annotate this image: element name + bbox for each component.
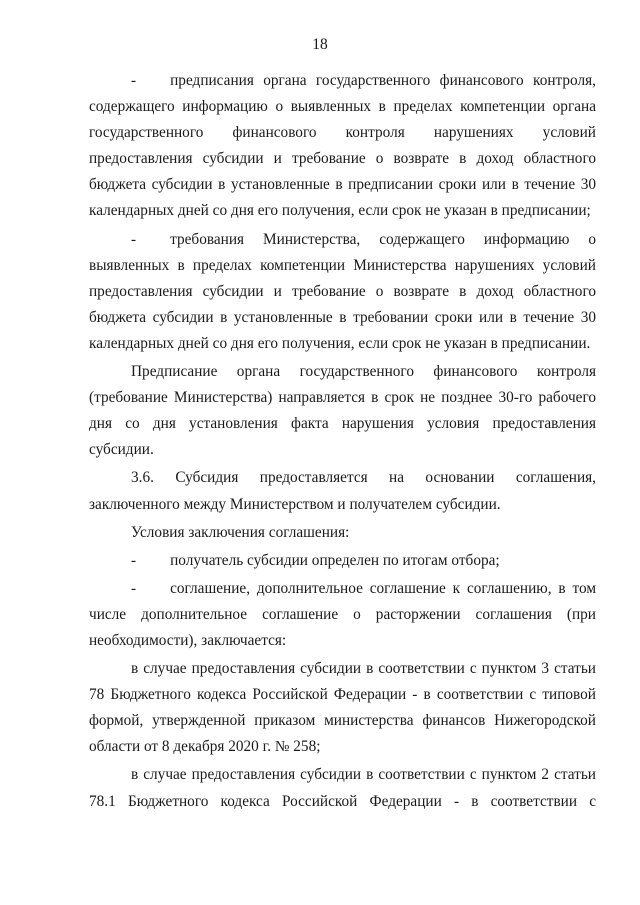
paragraph-section-3-6 <box>89 465 596 517</box>
paragraph-bullet-4 <box>89 576 596 654</box>
document-body <box>89 68 596 815</box>
paragraph-bullet-3 <box>89 548 596 574</box>
paragraph-article-78-1 <box>89 762 596 814</box>
paragraph-text: 3.6. Субсидия предоставляется на основании соглашения, заключенного между Министерством и получателем субсидии. <box>89 469 596 513</box>
paragraph-article-78 <box>89 656 596 760</box>
paragraph-text: получатель субсидии определен по итогам отбора; <box>170 551 500 569</box>
page-number: 18 <box>312 36 328 53</box>
paragraph-prescription <box>89 359 596 463</box>
bullet-marker: - <box>131 72 137 89</box>
bullet-marker: - <box>131 551 137 569</box>
paragraph-bullet-1 <box>89 68 596 225</box>
paragraph-conditions-heading <box>89 520 596 546</box>
paragraph-text: соглашение, дополнительное соглашение к соглашению, в том числе дополнительное соглашение о расторжении соглашения (при необходимости), заключается: <box>89 579 596 649</box>
paragraph-text: в случае предоставления субсидии в соответствии с пунктом 3 статьи 78 Бюджетного кодекса Российской Федерации - в соответствии с типовой формой, утвержденной приказом министерства финансов Нижегородской области от 8 декабря 2020 г. № 258; <box>89 660 596 756</box>
paragraph-text: предписания органа государственного финансового контроля, содержащего информацию о выявленных в пределах компетенции органа государственного финансового контроля нарушениях условий предоставления субсидии и требование о возврате в доход областного бюджета субсидии в установленные в предписании сроки или в течение 30 календарных дней со дня его получения, если срок не указан в предписании; <box>89 72 596 220</box>
paragraph-bullet-2 <box>89 227 596 357</box>
paragraph-text: Предписание органа государственного финансового контроля (требование Министерства) направляется в срок не позднее 30-го рабочего дня со дня установления факта нарушения условия предоставления субсидии. <box>89 363 596 459</box>
bullet-marker: - <box>131 579 137 597</box>
paragraph-text: в случае предоставления субсидии в соответствии с пунктом 2 статьи 78.1 Бюджетного кодекса Российской Федерации - в соответствии с <box>89 766 596 810</box>
paragraph-text: требования Министерства, содержащего информацию о выявленных в пределах компетенции Министерства нарушениях условий предоставления субсидии и требование о возврате в доход областного бюджета субсидии в установленные в требовании сроки или в течение 30 календарных дней со дня его получения, если срок не указан в предписании. <box>89 230 596 352</box>
paragraph-text: Условия заключения соглашения: <box>131 523 350 541</box>
bullet-marker: - <box>131 230 137 248</box>
